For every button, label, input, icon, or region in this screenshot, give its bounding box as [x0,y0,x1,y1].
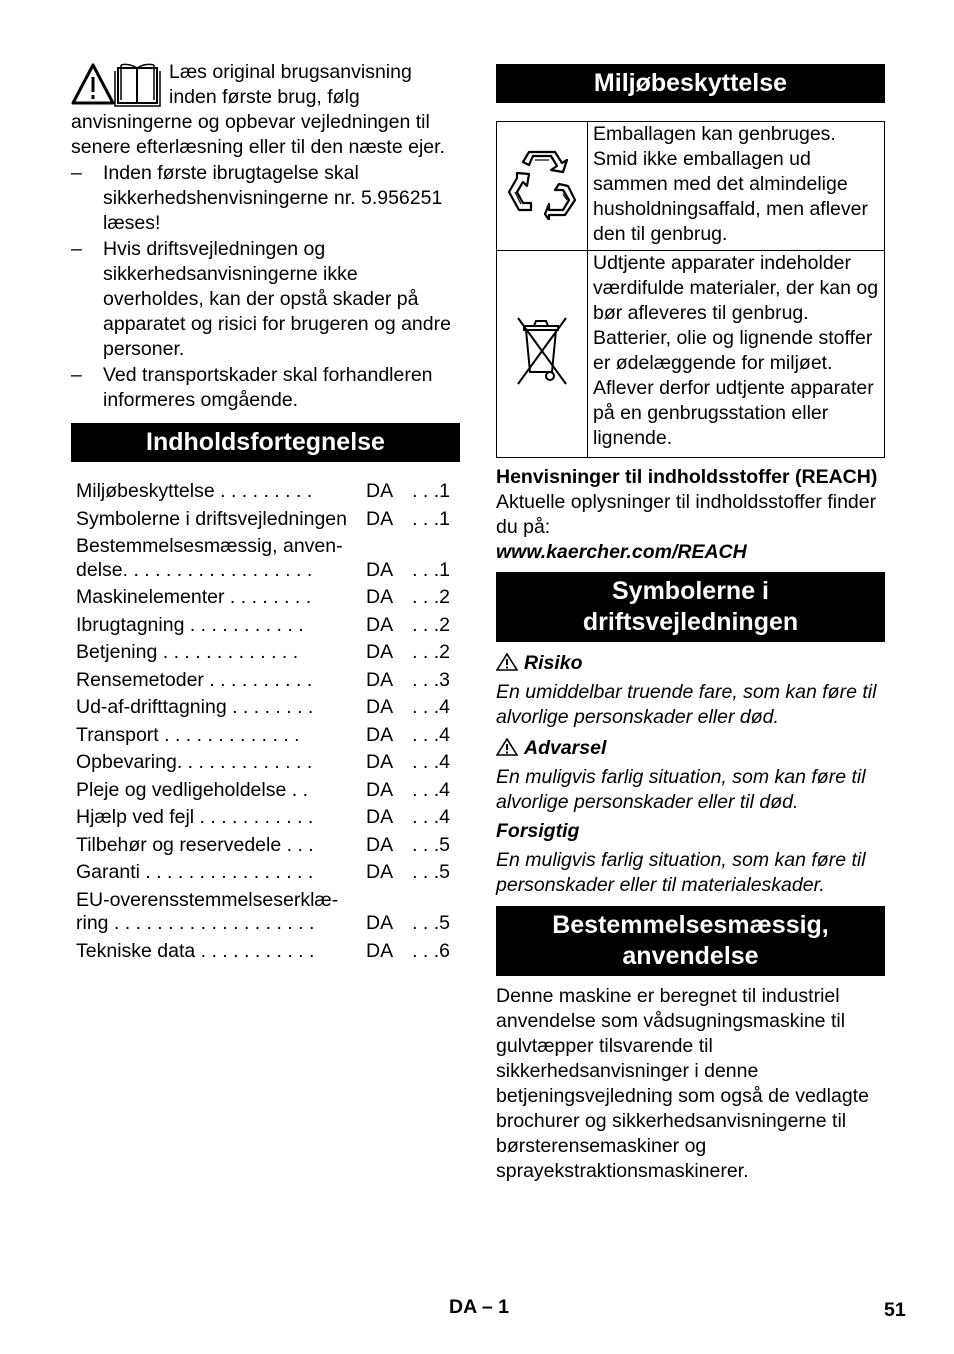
warning-icon [496,738,518,756]
toc-row[interactable]: Hjælp ved fejl . . . . . . . . . . . DA . . .4 [76,806,450,828]
reach-heading: Henvisninger til indholdsstoffer (REACH) [496,466,878,488]
list-dash: – [71,162,82,184]
toc-row[interactable]: Transport . . . . . . . . . . . . . DA . . .4 [76,723,450,746]
toc-row[interactable]: Ibrugtagning . . . . . . . . . . . DA . . .2 [76,613,450,636]
table-row [497,122,885,251]
toc-row[interactable]: Tekniske data . . . . . . . . . . . DA . . .6 [76,939,450,962]
crossed-bin-icon [512,373,572,395]
environment-heading: Miljøbeskyttelse [496,64,885,103]
right-column [496,64,885,1184]
list-dash: – [71,364,82,386]
symbols-heading: Symbolerne i driftsvejledningen [496,572,885,642]
symbol-description: En umiddelbar truende fare, som kan føre til alvorlige personskader eller død. [496,681,877,728]
toc-row[interactable]: Rensemetoder . . . . . . . . . . DA . . .3 [76,668,450,691]
left-column [71,60,460,967]
environment-text: Udtjente apparater indeholder værdifulde materialer, der kan og bør afleveres til genbrug. Batterier, olie og lignende stoffer er ødelæggende for miljøet. Aflever derfor udtjente apparater på en genbrugsstation eller lignende. [588,251,885,458]
recycle-icon [505,203,579,225]
safety-notes-list [71,161,460,413]
list-item: – Inden første ibrugtagelse skal sikkerhedshenvisningerne nr. 5.956251 læses! [71,162,443,234]
symbols-section [496,651,885,898]
toc-row[interactable]: Tilbehør og reservedele . . . DA . . .5 [76,833,450,856]
recycle-icon-cell [497,122,588,251]
symbol-description: En muligvis farlig situation, som kan føre til alvorlige personskader eller til død. [496,766,866,813]
symbol-description: En muligvis farlig situation, som kan føre til personskader eller til materialeskader. [496,849,866,896]
toc-row[interactable]: Betjening . . . . . . . . . . . . . DA . . .2 [76,641,450,663]
toc-row[interactable]: Pleje og vedligeholdelse . . DA . . .4 [76,778,450,801]
list-dash: – [71,238,82,260]
toc-heading: Indholdsfortegnelse [71,423,460,462]
toc-row[interactable]: Bestemmelsesmæssig, anven- delse. . . . . . . . . . . . . . . . . . DA . . .1 [76,535,450,581]
intended-use-text: Denne maskine er beregnet til industriel anvendelse som vådsugningsmaskine til gulvtæpper tilsvarende til sikkerhedsanvisninger i denne betjeningsvejledning som også de vedlagte brochurer og sikkerhedsanvisningerne til børsterensemaskiner og sprayekstraktionsmaskinerer. [496,985,869,1182]
table-row [497,251,885,458]
list-item: – Hvis driftsvejledningen og sikkerhedsanvisningerne ikke overholdes, kan der opstå skader på apparatet og risici for brugeren og andre personer. [71,238,451,360]
reach-text: Aktuelle oplysninger til indholdsstoffer finder du på: [496,491,877,538]
intended-use-heading: Bestemmelsesmæssig, anvendelse [496,906,885,976]
symbol-label-risiko: Risiko [496,651,885,676]
toc-row[interactable]: Opbevaring. . . . . . . . . . . . . DA . . .4 [76,751,450,773]
environment-table [496,121,885,458]
toc-row[interactable]: Symbolerne i driftsvejledningen DA . . .1 [76,507,450,530]
toc-row[interactable]: Ud-af-drifttagning . . . . . . . . DA . . .4 [76,696,450,718]
intro-block [71,60,460,160]
toc-row[interactable]: Maskinelementer . . . . . . . . DA . . .2 [76,586,450,608]
read-manual-icon [71,62,161,108]
footer-page-code: DA – 1 [449,1296,509,1318]
warning-icon [496,653,518,671]
crossed-bin-icon-cell [497,251,588,458]
intro-text: Læs original brugsanvisning inden første brug, følg anvisningerne og opbevar vejledningen til senere efterlæsning eller til den næste ejer. [71,61,445,158]
footer-page-number: 51 [884,1299,906,1321]
reach-link[interactable]: www.kaercher.com/REACH [496,541,747,563]
toc-row[interactable]: Garanti . . . . . . . . . . . . . . . . DA . . .5 [76,861,450,883]
symbol-label-advarsel: Advarsel [496,736,885,761]
toc-row[interactable]: EU-overensstemmelseserklæ- ring . . . . . . . . . . . . . . . . . . . DA . . .5 [76,888,450,934]
toc-row[interactable]: Miljøbeskyttelse . . . . . . . . . DA . . .1 [76,480,450,502]
table-of-contents [71,480,460,963]
symbol-label-forsigtig: Forsigtig [496,820,580,842]
list-item: – Ved transportskader skal forhandleren informeres omgående. [71,364,433,411]
environment-text: Emballagen kan genbruges. Smid ikke emballagen ud sammen med det almindelige husholdningsaffald, men aflever den til genbrug. [588,122,885,251]
